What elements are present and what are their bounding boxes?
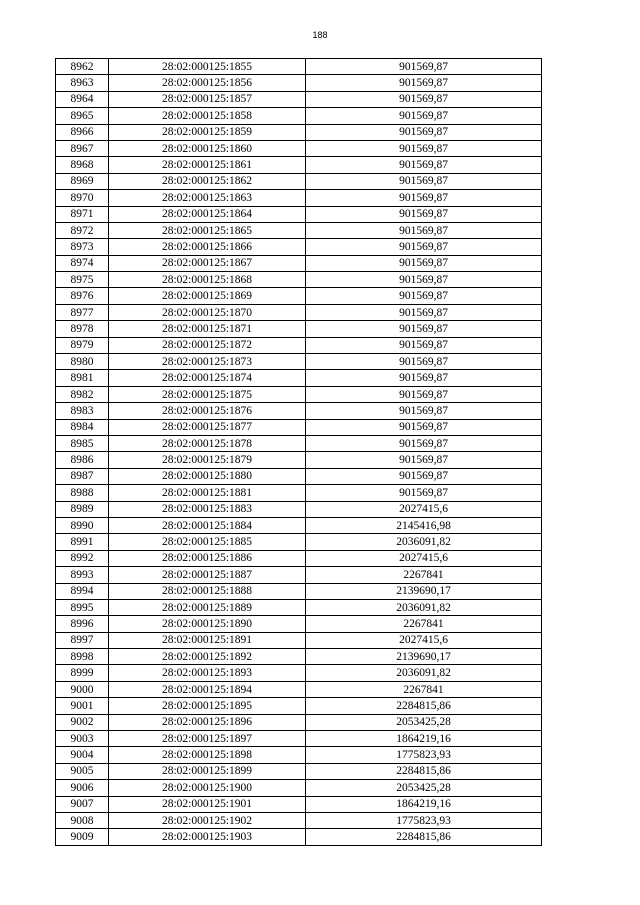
cadastral-value-cell: 901569,87: [306, 403, 542, 419]
row-number-cell: 8998: [56, 649, 109, 665]
cadastral-number-cell: 28:02:000125:1876: [109, 403, 306, 419]
cadastral-number-cell: 28:02:000125:1884: [109, 517, 306, 533]
table-row: [56, 140, 542, 156]
table-row: [56, 599, 542, 615]
cadastral-value-cell: 901569,87: [306, 386, 542, 402]
cadastral-value-cell: 901569,87: [306, 59, 542, 75]
cadastral-number-cell: 28:02:000125:1889: [109, 599, 306, 615]
cadastral-number-cell: 28:02:000125:1881: [109, 485, 306, 501]
table-row: [56, 632, 542, 648]
table-row: [56, 206, 542, 222]
cadastral-value-cell: 2053425,28: [306, 714, 542, 730]
row-number-cell: 9003: [56, 731, 109, 747]
table-row: [56, 288, 542, 304]
cadastral-number-cell: 28:02:000125:1865: [109, 222, 306, 238]
table-row: [56, 75, 542, 91]
cadastral-number-cell: 28:02:000125:1870: [109, 304, 306, 320]
cadastral-value-cell: 2145416,98: [306, 517, 542, 533]
row-number-cell: 8971: [56, 206, 109, 222]
cadastral-number-cell: 28:02:000125:1885: [109, 534, 306, 550]
table-row: [56, 419, 542, 435]
table-row: [56, 780, 542, 796]
table-row: [56, 124, 542, 140]
cadastral-value-cell: 2036091,82: [306, 599, 542, 615]
cadastral-value-cell: 2027415,6: [306, 632, 542, 648]
row-number-cell: 8963: [56, 75, 109, 91]
row-number-cell: 9008: [56, 812, 109, 828]
cadastral-value-cell: 901569,87: [306, 206, 542, 222]
cadastral-value-cell: 901569,87: [306, 173, 542, 189]
row-number-cell: 8999: [56, 665, 109, 681]
row-number-cell: 8984: [56, 419, 109, 435]
table-row: [56, 255, 542, 271]
table-row: [56, 222, 542, 238]
cadastral-value-cell: 901569,87: [306, 468, 542, 484]
cadastral-number-cell: 28:02:000125:1896: [109, 714, 306, 730]
cadastral-value-cell: 2284815,86: [306, 829, 542, 845]
row-number-cell: 8983: [56, 403, 109, 419]
cadastral-number-cell: 28:02:000125:1902: [109, 812, 306, 828]
table-row: [56, 321, 542, 337]
cadastral-value-cell: 2139690,17: [306, 583, 542, 599]
cadastral-number-cell: 28:02:000125:1899: [109, 763, 306, 779]
cadastral-value-cell: 901569,87: [306, 354, 542, 370]
row-number-cell: 8993: [56, 567, 109, 583]
table-row: [56, 763, 542, 779]
cadastral-value-cell: 1864219,16: [306, 796, 542, 812]
cadastral-value-cell: 2053425,28: [306, 780, 542, 796]
cadastral-value-table: [55, 58, 542, 846]
cadastral-value-cell: 901569,87: [306, 370, 542, 386]
cadastral-number-cell: 28:02:000125:1893: [109, 665, 306, 681]
table-row: [56, 583, 542, 599]
row-number-cell: 9009: [56, 829, 109, 845]
cadastral-value-cell: 901569,87: [306, 419, 542, 435]
row-number-cell: 8985: [56, 435, 109, 451]
cadastral-number-cell: 28:02:000125:1888: [109, 583, 306, 599]
cadastral-value-cell: 901569,87: [306, 140, 542, 156]
row-number-cell: 8967: [56, 140, 109, 156]
row-number-cell: 9001: [56, 698, 109, 714]
cadastral-number-cell: 28:02:000125:1874: [109, 370, 306, 386]
cadastral-value-cell: 2284815,86: [306, 698, 542, 714]
table-row: [56, 714, 542, 730]
table-row: [56, 354, 542, 370]
cadastral-number-cell: 28:02:000125:1892: [109, 649, 306, 665]
cadastral-value-cell: 901569,87: [306, 108, 542, 124]
cadastral-number-cell: 28:02:000125:1886: [109, 550, 306, 566]
table-row: [56, 59, 542, 75]
cadastral-number-cell: 28:02:000125:1891: [109, 632, 306, 648]
row-number-cell: 9004: [56, 747, 109, 763]
table-row: [56, 501, 542, 517]
cadastral-number-cell: 28:02:000125:1860: [109, 140, 306, 156]
table-row: [56, 468, 542, 484]
table-row: [56, 403, 542, 419]
cadastral-value-cell: 901569,87: [306, 485, 542, 501]
table-row: [56, 567, 542, 583]
cadastral-value-cell: 2284815,86: [306, 763, 542, 779]
cadastral-value-cell: 901569,87: [306, 157, 542, 173]
table-row: [56, 485, 542, 501]
cadastral-number-cell: 28:02:000125:1898: [109, 747, 306, 763]
cadastral-value-cell: 901569,87: [306, 91, 542, 107]
table-row: [56, 731, 542, 747]
cadastral-value-cell: 901569,87: [306, 222, 542, 238]
table-row: [56, 304, 542, 320]
cadastral-value-cell: 2267841: [306, 567, 542, 583]
cadastral-value-cell: 1775823,93: [306, 747, 542, 763]
cadastral-value-cell: 901569,87: [306, 239, 542, 255]
row-number-cell: 8978: [56, 321, 109, 337]
cadastral-number-cell: 28:02:000125:1880: [109, 468, 306, 484]
cadastral-value-cell: 2036091,82: [306, 665, 542, 681]
row-number-cell: 9005: [56, 763, 109, 779]
cadastral-number-cell: 28:02:000125:1894: [109, 681, 306, 697]
cadastral-number-cell: 28:02:000125:1857: [109, 91, 306, 107]
row-number-cell: 8965: [56, 108, 109, 124]
table-row: [56, 681, 542, 697]
row-number-cell: 8974: [56, 255, 109, 271]
cadastral-number-cell: 28:02:000125:1859: [109, 124, 306, 140]
cadastral-value-cell: 2267841: [306, 616, 542, 632]
cadastral-number-cell: 28:02:000125:1900: [109, 780, 306, 796]
row-number-cell: 8962: [56, 59, 109, 75]
cadastral-value-cell: 1775823,93: [306, 812, 542, 828]
row-number-cell: 8973: [56, 239, 109, 255]
table-row: [56, 91, 542, 107]
row-number-cell: 8987: [56, 468, 109, 484]
cadastral-number-cell: 28:02:000125:1887: [109, 567, 306, 583]
row-number-cell: 8979: [56, 337, 109, 353]
cadastral-value-cell: 901569,87: [306, 337, 542, 353]
cadastral-value-cell: 1864219,16: [306, 731, 542, 747]
table-row: [56, 386, 542, 402]
cadastral-number-cell: 28:02:000125:1883: [109, 501, 306, 517]
cadastral-number-cell: 28:02:000125:1867: [109, 255, 306, 271]
row-number-cell: 9002: [56, 714, 109, 730]
table-row: [56, 370, 542, 386]
cadastral-value-cell: 2267841: [306, 681, 542, 697]
cadastral-number-cell: 28:02:000125:1890: [109, 616, 306, 632]
row-number-cell: 9007: [56, 796, 109, 812]
table-row: [56, 435, 542, 451]
row-number-cell: 8986: [56, 452, 109, 468]
row-number-cell: 8981: [56, 370, 109, 386]
table-row: [56, 337, 542, 353]
row-number-cell: 8994: [56, 583, 109, 599]
table-body: [56, 59, 542, 846]
cadastral-value-cell: 2036091,82: [306, 534, 542, 550]
row-number-cell: 8991: [56, 534, 109, 550]
table-row: [56, 812, 542, 828]
row-number-cell: 8990: [56, 517, 109, 533]
cadastral-number-cell: 28:02:000125:1875: [109, 386, 306, 402]
table-row: [56, 649, 542, 665]
cadastral-value-cell: 2139690,17: [306, 649, 542, 665]
cadastral-number-cell: 28:02:000125:1856: [109, 75, 306, 91]
row-number-cell: 8969: [56, 173, 109, 189]
table-row: [56, 173, 542, 189]
cadastral-number-cell: 28:02:000125:1863: [109, 190, 306, 206]
cadastral-number-cell: 28:02:000125:1868: [109, 272, 306, 288]
row-number-cell: 8977: [56, 304, 109, 320]
table-row: [56, 665, 542, 681]
page-number: 188: [312, 30, 328, 40]
cadastral-number-cell: 28:02:000125:1897: [109, 731, 306, 747]
row-number-cell: 8988: [56, 485, 109, 501]
cadastral-number-cell: 28:02:000125:1862: [109, 173, 306, 189]
cadastral-value-cell: 901569,87: [306, 190, 542, 206]
row-number-cell: 8989: [56, 501, 109, 517]
row-number-cell: 8970: [56, 190, 109, 206]
cadastral-number-cell: 28:02:000125:1903: [109, 829, 306, 845]
table-row: [56, 517, 542, 533]
cadastral-value-cell: 901569,87: [306, 321, 542, 337]
cadastral-number-cell: 28:02:000125:1878: [109, 435, 306, 451]
row-number-cell: 8975: [56, 272, 109, 288]
table-row: [56, 829, 542, 845]
cadastral-number-cell: 28:02:000125:1866: [109, 239, 306, 255]
cadastral-value-cell: 2027415,6: [306, 501, 542, 517]
cadastral-number-cell: 28:02:000125:1879: [109, 452, 306, 468]
row-number-cell: 8972: [56, 222, 109, 238]
cadastral-number-cell: 28:02:000125:1861: [109, 157, 306, 173]
table-row: [56, 550, 542, 566]
cadastral-number-cell: 28:02:000125:1855: [109, 59, 306, 75]
row-number-cell: 8996: [56, 616, 109, 632]
cadastral-value-cell: 901569,87: [306, 435, 542, 451]
table-row: [56, 157, 542, 173]
cadastral-number-cell: 28:02:000125:1873: [109, 354, 306, 370]
table-row: [56, 747, 542, 763]
table-row: [56, 272, 542, 288]
row-number-cell: 8982: [56, 386, 109, 402]
cadastral-value-cell: 901569,87: [306, 272, 542, 288]
row-number-cell: 8997: [56, 632, 109, 648]
row-number-cell: 8980: [56, 354, 109, 370]
row-number-cell: 8964: [56, 91, 109, 107]
cadastral-number-cell: 28:02:000125:1858: [109, 108, 306, 124]
row-number-cell: 8966: [56, 124, 109, 140]
cadastral-number-cell: 28:02:000125:1869: [109, 288, 306, 304]
cadastral-number-cell: 28:02:000125:1895: [109, 698, 306, 714]
row-number-cell: 8968: [56, 157, 109, 173]
cadastral-value-cell: 901569,87: [306, 452, 542, 468]
row-number-cell: 9000: [56, 681, 109, 697]
row-number-cell: 8995: [56, 599, 109, 615]
table-row: [56, 190, 542, 206]
cadastral-number-cell: 28:02:000125:1872: [109, 337, 306, 353]
cadastral-value-cell: 901569,87: [306, 304, 542, 320]
cadastral-number-cell: 28:02:000125:1871: [109, 321, 306, 337]
cadastral-value-cell: 901569,87: [306, 75, 542, 91]
table-row: [56, 616, 542, 632]
cadastral-value-cell: 901569,87: [306, 255, 542, 271]
table-row: [56, 796, 542, 812]
table-row: [56, 239, 542, 255]
row-number-cell: 8992: [56, 550, 109, 566]
table-row: [56, 534, 542, 550]
cadastral-value-cell: 2027415,6: [306, 550, 542, 566]
table-row: [56, 108, 542, 124]
cadastral-number-cell: 28:02:000125:1877: [109, 419, 306, 435]
cadastral-number-cell: 28:02:000125:1901: [109, 796, 306, 812]
cadastral-value-cell: 901569,87: [306, 124, 542, 140]
cadastral-number-cell: 28:02:000125:1864: [109, 206, 306, 222]
table-row: [56, 452, 542, 468]
row-number-cell: 9006: [56, 780, 109, 796]
table-row: [56, 698, 542, 714]
cadastral-value-cell: 901569,87: [306, 288, 542, 304]
row-number-cell: 8976: [56, 288, 109, 304]
